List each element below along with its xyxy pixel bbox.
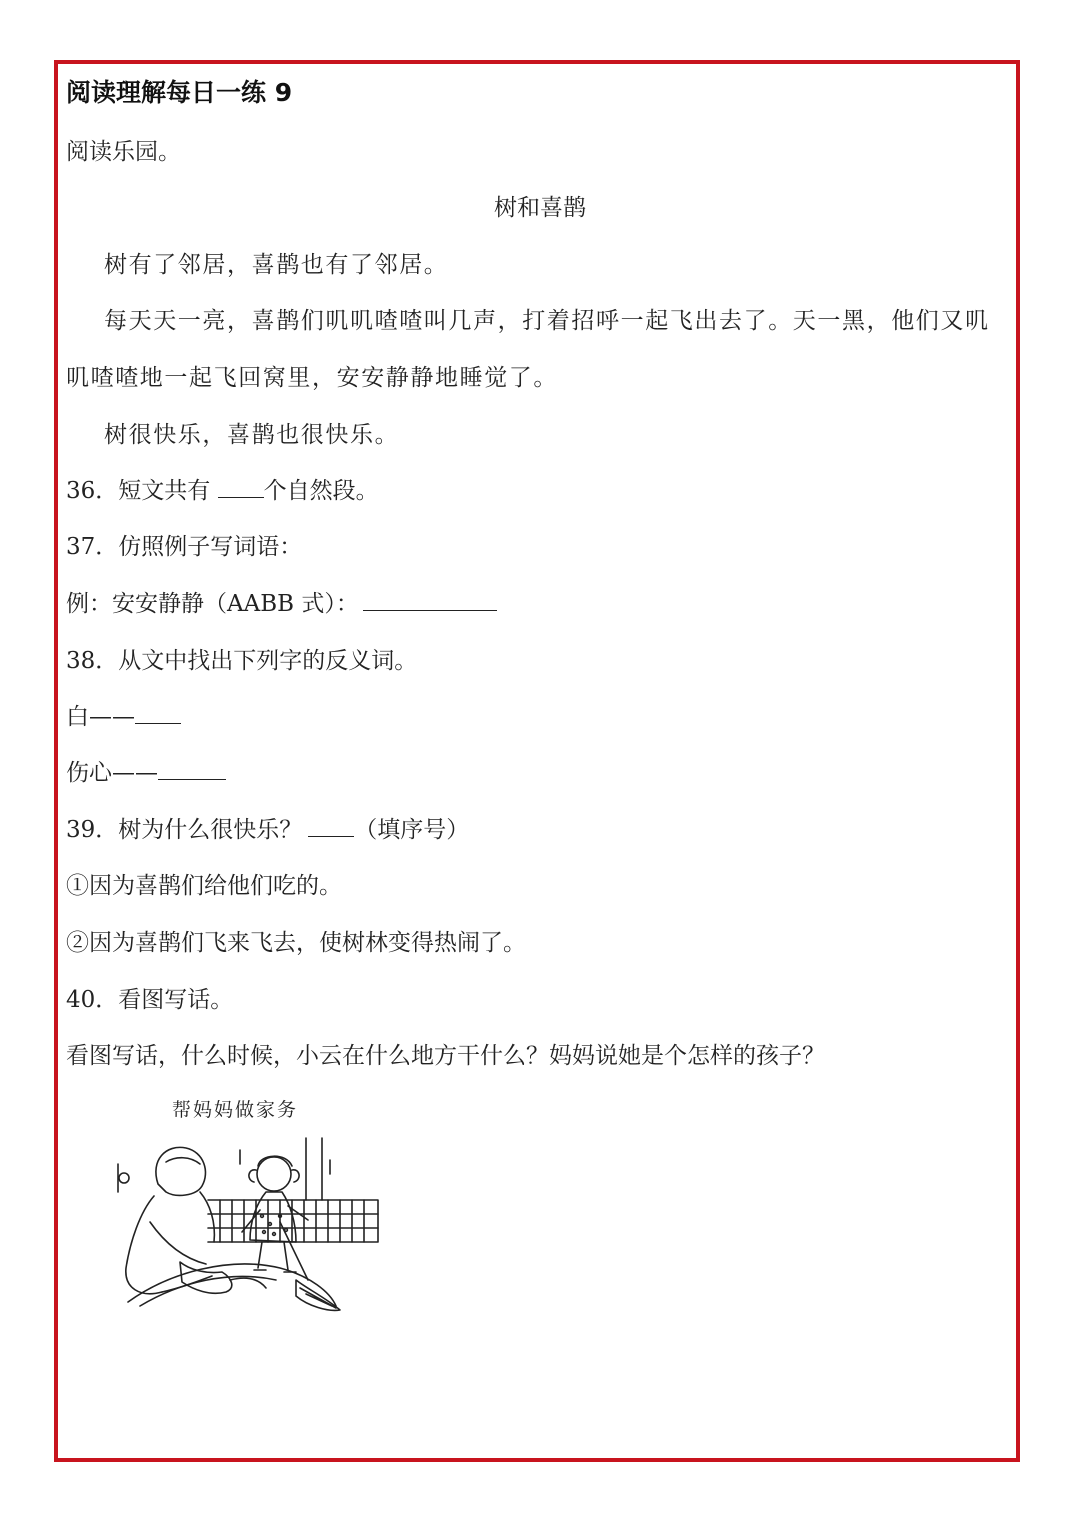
question-38-item-1-text: 白—— xyxy=(66,704,135,730)
picture-caption: 帮妈妈做家务 xyxy=(172,1099,299,1121)
worksheet-title: 阅读理解每日一练 9 xyxy=(66,78,293,107)
story-paragraph-2-line-2: 叽喳喳地一起飞回窝里，安安静静地睡觉了。 xyxy=(66,365,558,391)
question-36-text: 36．短文共有 xyxy=(66,478,218,504)
question-38-item-2 xyxy=(66,758,226,788)
question-37: 37．仿照例子写词语： xyxy=(66,534,303,560)
answer-blank-36[interactable] xyxy=(218,477,264,498)
story-paragraph-1: 树有了邻居，喜鹊也有了邻居。 xyxy=(104,252,449,278)
story-title: 树和喜鹊 xyxy=(494,195,586,221)
question-40-prompt: 看图写话，什么时候，小云在什么地方干什么？妈妈说她是个怎样的孩子？ xyxy=(66,1043,825,1069)
answer-blank-38-1[interactable] xyxy=(135,703,181,724)
section-intro: 阅读乐园。 xyxy=(66,139,181,165)
answer-blank-38-2[interactable] xyxy=(158,759,226,780)
question-36-suffix: 个自然段。 xyxy=(263,478,379,504)
question-38-item-2-text: 伤心—— xyxy=(66,760,158,786)
question-39-text: 39．树为什么很快乐？ xyxy=(66,817,303,843)
question-37-example-text: 例：安安静静（AABB 式）： xyxy=(66,591,359,617)
question-38: 38．从文中找出下列字的反义词。 xyxy=(66,648,418,674)
story-paragraph-2-line-1: 每天天一亮，喜鹊们叽叽喳喳叫几声，打着招呼一起飞出去了。天一黑，他们又叽 xyxy=(104,308,990,334)
question-38-item-1 xyxy=(66,702,181,732)
question-39 xyxy=(66,815,469,845)
question-37-example xyxy=(66,589,497,619)
question-39-option-2: ②因为喜鹊们飞来飞去，使树林变得热闹了。 xyxy=(66,930,526,956)
answer-blank-39[interactable] xyxy=(308,816,354,837)
question-39-suffix: （填序号） xyxy=(354,817,470,843)
housework-illustration xyxy=(110,1092,385,1322)
question-39-option-1: ①因为喜鹊们给他们吃的。 xyxy=(66,873,342,899)
question-36 xyxy=(66,476,379,506)
question-40: 40．看图写话。 xyxy=(66,987,234,1013)
story-paragraph-3: 树很快乐，喜鹊也很快乐。 xyxy=(104,422,400,448)
answer-blank-37[interactable] xyxy=(363,590,497,611)
